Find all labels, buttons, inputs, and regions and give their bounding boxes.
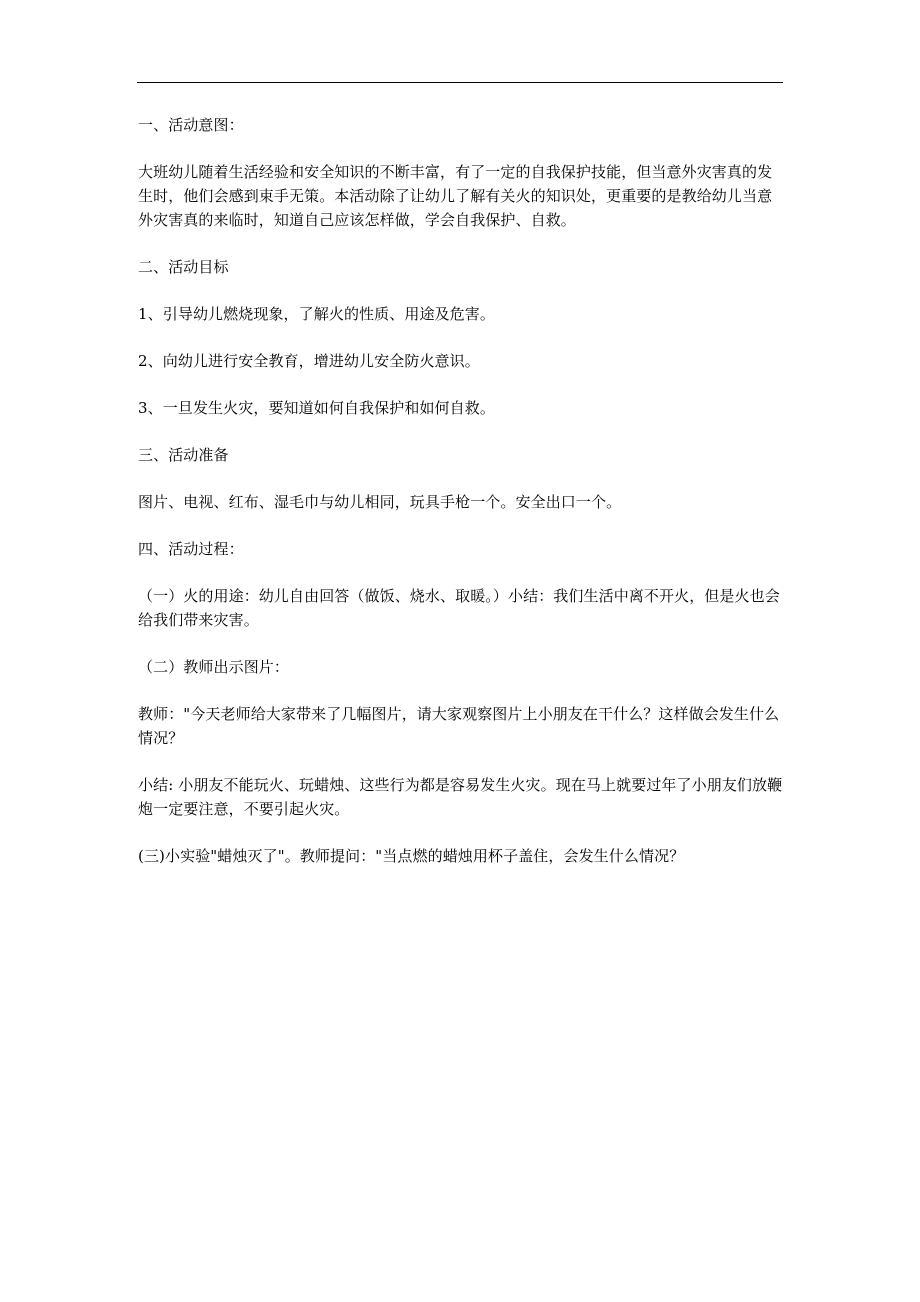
preparation-paragraph: 图片、电视、红布、湿毛巾与幼儿相同，玩具手枪一个。安全出口一个。 [138,493,622,511]
section-heading-preparation: 三、活动准备 [138,446,229,464]
summary-paragraph: 小结: 小朋友不能玩火、玩蜡烛、这些行为都是容易发生火灾。现在马上就要过年了小朋友们放鞭炮一定要注意，不要引起火灾。 [138,776,783,818]
process-step-3: (三)小实验"蜡烛灭了"。教师提问："当点燃的蜡烛用杯子盖住，会发生什么情况？ [138,847,685,865]
teacher-dialogue: 教师："今天老师给大家带来了几幅图片，请大家观察图片上小朋友在干什么？这样做会发生什么情况？ [138,705,780,747]
process-step-1: （一）火的用途：幼儿自由回答（做饭、烧水、取暖。）小结：我们生活中离不开火，但是火也会给我们带来灾害。 [138,587,780,629]
section-heading-process: 四、活动过程： [138,540,244,558]
header-rule [137,82,783,83]
section-heading-intent: 一、活动意图： [138,116,244,134]
section-heading-goals: 二、活动目标 [138,258,229,276]
process-step-2-heading: （二）教师出示图片： [138,658,290,676]
intent-paragraph: 大班幼儿随着生活经验和安全知识的不断丰富，有了一定的自我保护技能，但当意外灾害真的发生时，他们会感到束手无策。本活动除了让幼儿了解有关火的知识处，更重要的是教给幼儿当意外灾害真的来临时，知道自己应该怎样做，学会自我保护、自救。 [138,163,773,229]
document-body [138,113,784,891]
goal-item-1: 1、引导幼儿燃烧现象，了解火的性质、用途及危害。 [138,305,495,323]
goal-item-3: 3、一旦发生火灾，要知道如何自我保护和如何自救。 [138,399,495,417]
goal-item-2: 2、向幼儿进行安全教育，增进幼儿安全防火意识。 [138,352,480,370]
